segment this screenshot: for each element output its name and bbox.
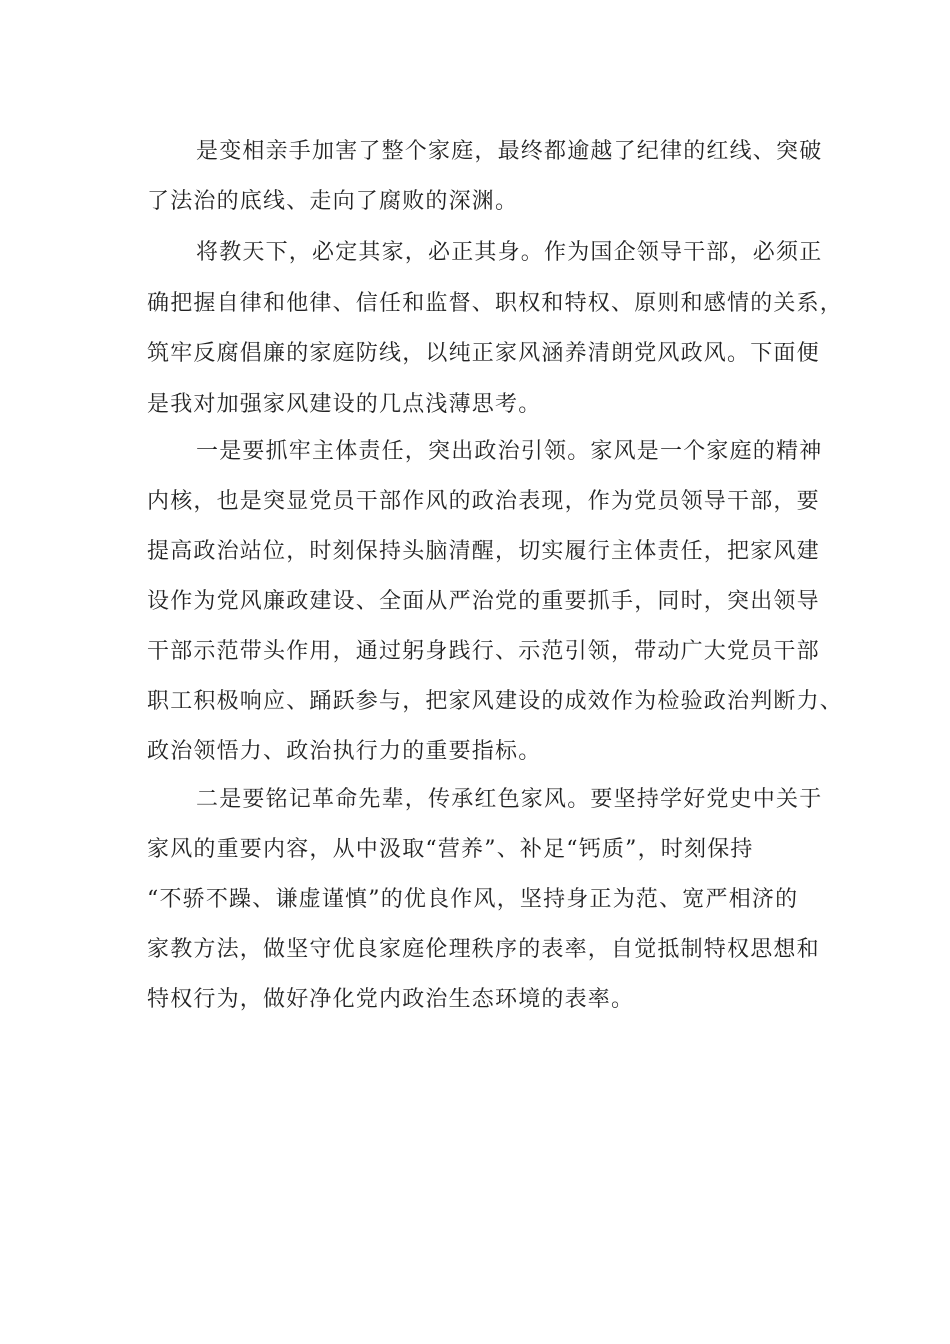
paragraph-line: 了法治的底线、走向了腐败的深渊。 <box>147 189 519 214</box>
paragraph-line: 提高政治站位，时刻保持头脑清醒，切实履行主体责任，把家风建 <box>147 539 820 564</box>
paragraph-line: 家风的重要内容，从中汲取“营养”、补足“钙质”，时刻保持 <box>147 837 754 862</box>
paragraph-line: 家教方法，做坚守优良家庭伦理秩序的表率，自觉抵制特权思想和 <box>147 937 820 962</box>
paragraph-line: 一是要抓牢主体责任，突出政治引领。家风是一个家庭的精神 <box>196 439 823 464</box>
paragraph-line: 特权行为，做好净化党内政治生态环境的表率。 <box>147 987 635 1012</box>
paragraph-line: 筑牢反腐倡廉的家庭防线，以纯正家风涵养清朗党风政风。下面便 <box>147 341 820 366</box>
paragraph-line: 确把握自律和他律、信任和监督、职权和特权、原则和感情的关系， <box>147 291 844 316</box>
paragraph-line: 是我对加强家风建设的几点浅薄思考。 <box>147 392 542 417</box>
paragraph-line: 政治领悟力、政治执行力的重要指标。 <box>147 739 542 764</box>
paragraph-line: 设作为党风廉政建设、全面从严治党的重要抓手，同时，突出领导 <box>147 589 820 614</box>
paragraph-line: 干部示范带头作用，通过躬身践行、示范引领，带动广大党员干部 <box>147 639 820 664</box>
paragraph-line: 职工积极响应、踊跃参与，把家风建设的成效作为检验政治判断力、 <box>147 689 844 714</box>
paragraph-line: “不骄不躁、谦虚谨慎”的优良作风，坚持身正为范、宽严相济的 <box>147 887 799 912</box>
paragraph-line: 二是要铭记革命先辈，传承红色家风。要坚持学好党史中关于 <box>196 787 823 812</box>
paragraph-line: 内核，也是突显党员干部作风的政治表现，作为党员领导干部，要 <box>147 489 820 514</box>
paragraph-line: 是变相亲手加害了整个家庭，最终都逾越了纪律的红线、突破 <box>196 139 823 164</box>
paragraph-line: 将教天下，必定其家，必正其身。作为国企领导干部，必须正 <box>196 240 823 265</box>
